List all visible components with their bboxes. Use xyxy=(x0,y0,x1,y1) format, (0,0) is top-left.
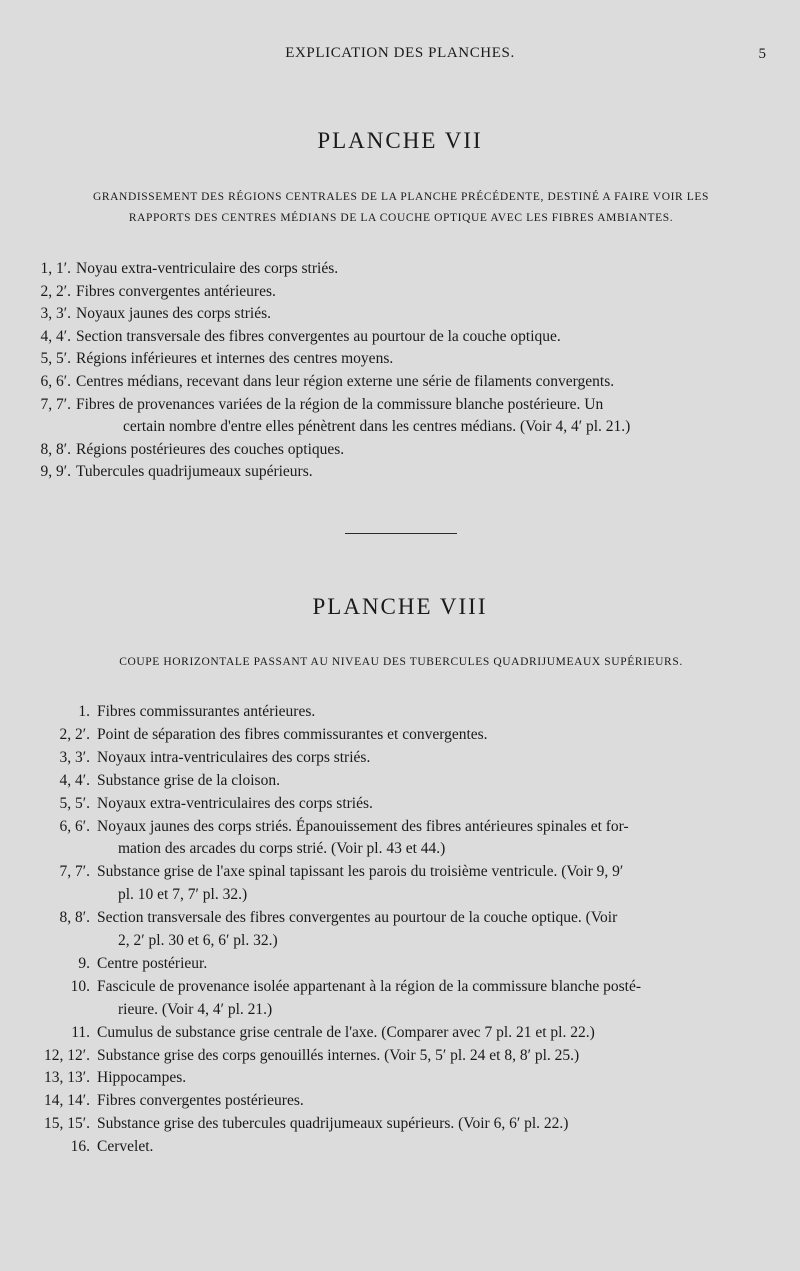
legend-number: 7, 7′. xyxy=(59,863,90,881)
legend-description: Fibres convergentes antérieures. xyxy=(76,282,276,300)
legend-description: Noyaux intra-ventriculaires des corps striés. xyxy=(97,748,371,766)
legend-description: Fascicule de provenance isolée appartenant à la région de la commissure blanche posté- xyxy=(97,977,641,995)
legend-description: 2, 2′ pl. 30 et 6, 6′ pl. 32.) xyxy=(118,932,278,949)
legend-number: 1. xyxy=(78,703,90,720)
legend-description: Hippocampes. xyxy=(97,1069,187,1087)
legend-number: 1, 1′. xyxy=(40,260,71,277)
legend-number: 12, 12′. xyxy=(43,1046,90,1064)
legend-number: 6, 6′. xyxy=(40,373,71,390)
legend-number: 8, 8′. xyxy=(59,909,90,927)
legend-number: 4, 4′. xyxy=(59,771,90,789)
legend-number: 9. xyxy=(78,954,90,972)
legend-description: pl. 10 et 7, 7′ pl. 32.) xyxy=(118,886,248,904)
legend-number: 16. xyxy=(70,1138,90,1156)
legend-number: 15, 15′. xyxy=(43,1115,90,1133)
legend-description: Substance grise de la cloison. xyxy=(97,771,280,789)
page-number: 5 xyxy=(758,46,766,62)
legend-description: Noyaux jaunes des corps striés. Épanouissement des fibres antérieures spinales et for- xyxy=(97,817,629,835)
plate-7-caption-line-1: GRANDISSEMENT DES RÉGIONS CENTRALES DE LA PLANCHE PRÉCÉDENTE, DESTINÉ A FAIRE VOIR LES xyxy=(92,191,710,203)
legend-description: Fibres de provenances variées de la région de la commissure blanche postérieure. Un xyxy=(76,395,604,413)
plate-8-caption: COUPE HORIZONTALE PASSANT AU NIVEAU DES TUBERCULES QUADRIJUMEAUX SUPÉRIEURS. xyxy=(119,656,683,668)
legend-description: Tubercules quadrijumeaux supérieurs. xyxy=(76,463,313,481)
legend-number: 13, 13′. xyxy=(43,1069,90,1087)
plate-7-heading: PLANCHE VII xyxy=(317,128,483,153)
legend-number: 7, 7′. xyxy=(40,395,71,413)
legend-number: 10. xyxy=(70,977,90,995)
running-head xyxy=(0,43,800,67)
legend-description: Régions postérieures des couches optiques. xyxy=(76,440,345,458)
legend-number: 2, 2′. xyxy=(59,725,90,743)
legend-number: 8, 8′. xyxy=(40,440,71,458)
legend-number: 5, 5′. xyxy=(59,794,90,812)
legend-number: 4, 4′. xyxy=(40,327,71,345)
legend-number: 9, 9′. xyxy=(40,463,71,481)
legend-number: 2, 2′. xyxy=(40,282,71,300)
legend-description: Section transversale des fibres convergentes au pourtour de la couche optique. xyxy=(76,327,561,345)
legend-number: 14, 14′. xyxy=(43,1092,90,1110)
legend-description: Régions inférieures et internes des centres moyens. xyxy=(76,350,394,368)
legend-number: 11. xyxy=(71,1023,90,1041)
legend-description: Cervelet. xyxy=(97,1138,154,1156)
legend-number: 6, 6′. xyxy=(59,817,90,835)
legend-description: Noyaux jaunes des corps striés. xyxy=(76,305,271,323)
legend-description: Cumulus de substance grise centrale de l'axe. (Comparer avec 7 pl. 21 et pl. 22.) xyxy=(97,1023,595,1041)
legend-number: 3, 3′. xyxy=(40,305,71,323)
legend-description: Fibres commissurantes antérieures. xyxy=(97,703,316,720)
legend-description: Section transversale des fibres convergentes au pourtour de la couche optique. (Voir xyxy=(97,909,618,927)
legend-description: Fibres convergentes postérieures. xyxy=(97,1092,304,1110)
legend-number: 3, 3′. xyxy=(59,748,90,766)
legend-description: Noyau extra-ventriculaire des corps striés. xyxy=(76,260,339,277)
section-divider xyxy=(345,533,457,534)
legend-description: certain nombre d'entre elles pénètrent dans les centres médians. (Voir 4, 4′ pl. 21.) xyxy=(123,418,631,436)
legend-number: 5, 5′. xyxy=(40,350,71,368)
plate-8-heading: PLANCHE VIII xyxy=(312,594,488,619)
legend-description: Substance grise de l'axe spinal tapissant les parois du troisième ventricule. (Voir 9, 9′ xyxy=(97,863,624,881)
legend-description: Centres médians, recevant dans leur région externe une série de filaments convergents. xyxy=(76,373,615,390)
plate-7-caption-line-2: RAPPORTS DES CENTRES MÉDIANS DE LA COUCHE OPTIQUE AVEC LES FIBRES AMBIANTES. xyxy=(128,212,674,224)
legend-description: mation des arcades du corps strié. (Voir pl. 43 et 44.) xyxy=(118,840,446,858)
legend-description: rieure. (Voir 4, 4′ pl. 21.) xyxy=(118,1000,273,1018)
legend-description: Centre postérieur. xyxy=(97,954,208,972)
running-title: EXPLICATION DES PLANCHES. xyxy=(285,45,515,61)
legend-description: Substance grise des corps genouillés internes. (Voir 5, 5′ pl. 24 et 8, 8′ pl. 25.) xyxy=(97,1046,580,1064)
legend-description: Noyaux extra-ventriculaires des corps striés. xyxy=(97,794,373,812)
legend-description: Substance grise des tubercules quadrijumeaux supérieurs. (Voir 6, 6′ pl. 22.) xyxy=(97,1115,569,1133)
legend-description: Point de séparation des fibres commissurantes et convergentes. xyxy=(97,725,488,743)
